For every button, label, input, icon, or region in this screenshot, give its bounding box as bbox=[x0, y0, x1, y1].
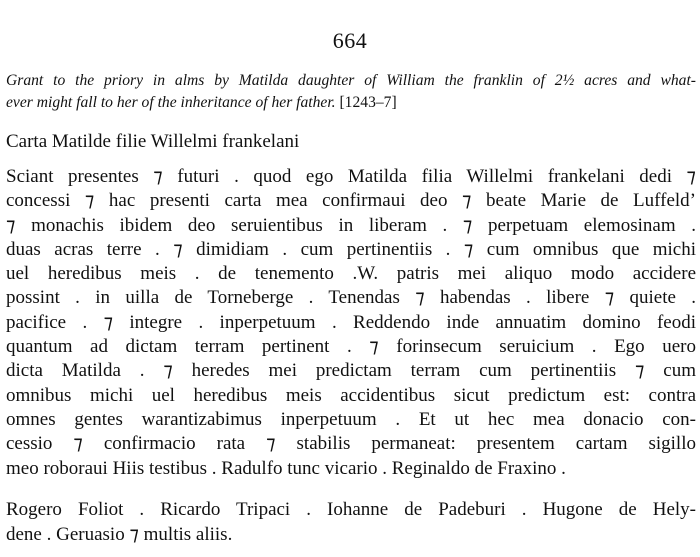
charter-number: 664 bbox=[332, 28, 368, 53]
body-line: cessio ⁊ confirmacio rata ⁊ stabilis permaneat: presentem cartam sigillo bbox=[6, 433, 696, 455]
charter-body bbox=[6, 165, 696, 481]
body-line: omnibus michi uel heredibus meis accidentibus sicut predictum est: contra bbox=[6, 384, 696, 406]
body-line: ⁊ monachis ibidem deo seruientibus in liberam . ⁊ perpetuam elemosinam . bbox=[6, 214, 696, 236]
witness-line: dene . Geruasio ⁊ multis aliis. bbox=[6, 524, 233, 545]
body-line: duas acras terre . ⁊ dimidiam . cum pertinentiis . ⁊ cum omnibus que michi bbox=[6, 238, 696, 260]
charter-summary bbox=[6, 70, 696, 114]
body-line: Sciant presentes ⁊ futuri . quod ego Matilda filia Willelmi frankelani dedi ⁊ bbox=[6, 166, 696, 187]
charter-date: [1243–7] bbox=[339, 94, 397, 111]
body-line: omnes gentes warantizabimus inperpetuum . Et ut hec mea donacio con- bbox=[6, 408, 696, 430]
summary-line-2: ever might fall to her of the inheritance of her father. bbox=[6, 94, 336, 111]
body-line: uel heredibus meis . de tenemento .W. patris mei aliquo modo accidere bbox=[6, 263, 696, 285]
body-line: meo roboraui Hiis testibus . Radulfo tunc vicario . Reginaldo de Fraxino . bbox=[6, 457, 566, 479]
charter-title: Carta Matilde filie Willelmi frankelani bbox=[6, 131, 300, 152]
body-line: quantum ad dictam terram pertinent . ⁊ forinsecum seruicium . Ego uero bbox=[6, 336, 696, 358]
body-line: concessi ⁊ hac presenti carta mea confirmaui deo ⁊ beate Marie de Luffeld’ bbox=[6, 190, 696, 212]
witness-list bbox=[6, 497, 696, 547]
body-line: pacifice . ⁊ integre . inperpetuum . Reddendo inde annuatim domino feodi bbox=[6, 311, 696, 333]
body-line: dicta Matilda . ⁊ heredes mei predictam terram cum pertinentiis ⁊ cum bbox=[6, 360, 696, 382]
witness-line: Rogero Foliot . Ricardo Tripaci . Iohanne de Padeburi . Hugone de Hely- bbox=[6, 499, 696, 520]
body-line: possint . in uilla de Torneberge . Tenendas ⁊ habendas . libere ⁊ quiete . bbox=[6, 287, 696, 309]
summary-line-2-wrap bbox=[6, 92, 696, 114]
summary-line-1: Grant to the priory in alms by Matilda daughter of William the franklin of 2½ acres and what- bbox=[6, 72, 696, 89]
